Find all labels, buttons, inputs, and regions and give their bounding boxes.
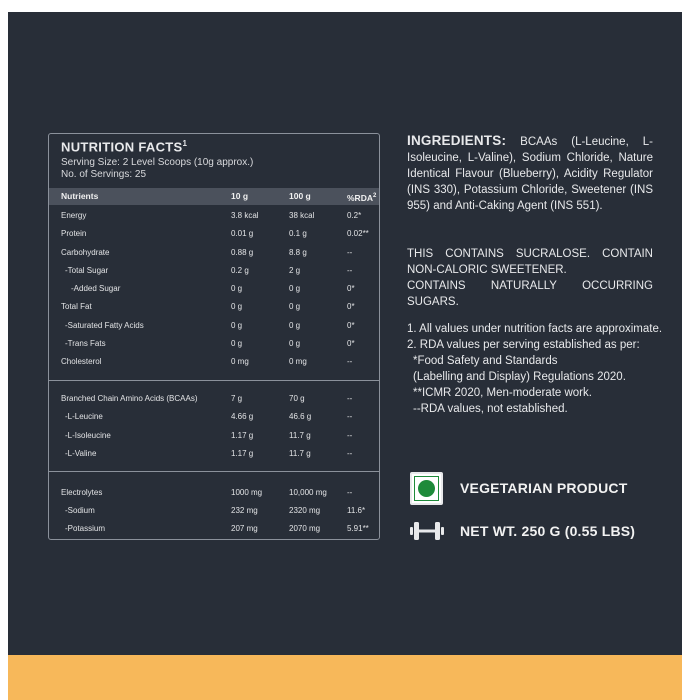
table-row: [49, 390, 379, 407]
table-row: [49, 317, 379, 334]
nutrient-name: -L-Isoleucine: [65, 431, 111, 440]
table-row: [49, 280, 379, 297]
value-100g: 10,000 mg: [289, 488, 327, 497]
nutrient-name: Carbohydrate: [61, 248, 110, 257]
vegetarian-label: VEGETARIAN PRODUCT: [460, 480, 628, 496]
value-10g: 0 g: [231, 284, 243, 293]
nutrient-name: -Potassium: [65, 524, 106, 533]
value-100g: 2 g: [289, 266, 301, 275]
value-10g: 207 mg: [231, 524, 258, 533]
value-rda: 0*: [347, 339, 355, 348]
value-10g: 1000 mg: [231, 488, 263, 497]
table-row: [49, 408, 379, 425]
value-10g: 0 g: [231, 302, 243, 311]
header-10g: 10 g: [231, 191, 249, 201]
table-row: [49, 353, 379, 370]
ingredients-label: INGREDIENTS:: [407, 133, 507, 148]
table-row: [49, 298, 379, 315]
value-100g: 0 mg: [289, 357, 307, 366]
table-header: [49, 188, 379, 205]
value-rda: --: [347, 488, 353, 497]
serving-size: Serving Size: 2 Level Scoops (10g approx.): [61, 157, 254, 168]
value-100g: 0.1 g: [289, 229, 307, 238]
table-row: [49, 445, 379, 462]
value-10g: 1.17 g: [231, 431, 254, 440]
header-rda-sup: 2: [372, 193, 377, 199]
note-2: 2. RDA values per serving established as per:: [407, 339, 640, 351]
footnotes: [407, 321, 669, 417]
value-rda: --: [347, 357, 353, 366]
value-100g: 38 kcal: [289, 211, 315, 220]
note-1: 1. All values under nutrition facts are approximate.: [407, 323, 663, 335]
value-100g: 0 g: [289, 321, 301, 330]
value-10g: 0.01 g: [231, 229, 254, 238]
note-2c: **ICMR 2020, Men-moderate work.: [413, 387, 592, 399]
value-10g: 0 g: [231, 339, 243, 348]
value-10g: 7 g: [231, 394, 243, 403]
veg-mark-icon: [410, 472, 443, 505]
value-100g: 8.8 g: [289, 248, 307, 257]
value-rda: --: [347, 248, 353, 257]
nutrient-name: -Sodium: [65, 506, 95, 515]
value-rda: 0.02**: [347, 229, 369, 238]
nutrient-name: -Saturated Fatty Acids: [65, 321, 144, 330]
warning-line-2: CONTAINS NATURALLY OCCURRING SUGARS.: [407, 280, 653, 308]
servings-count: No. of Servings: 25: [61, 169, 147, 180]
ingredients-block: [407, 133, 653, 214]
value-100g: 2070 mg: [289, 524, 321, 533]
nutrient-name: -L-Valine: [65, 449, 97, 458]
table-row: [49, 225, 379, 242]
value-100g: 11.7 g: [289, 449, 311, 458]
nutrient-name: -Total Sugar: [65, 266, 109, 275]
value-100g: 70 g: [289, 394, 305, 403]
value-10g: 0 mg: [231, 357, 249, 366]
header-nutrients: Nutrients: [61, 191, 99, 201]
nutrition-facts-table: [48, 133, 380, 540]
nutrient-name: Energy: [61, 211, 87, 220]
note-2b: (Labelling and Display) Regulations 2020.: [413, 371, 626, 383]
value-100g: 2320 mg: [289, 506, 321, 515]
value-rda: --: [347, 449, 353, 458]
value-10g: 232 mg: [231, 506, 258, 515]
value-100g: 46.6 g: [289, 412, 312, 421]
header-rda-text: %RDA: [347, 192, 373, 203]
value-100g: 0 g: [289, 284, 301, 293]
nutrient-name: Cholesterol: [61, 357, 102, 366]
value-rda: 0.2*: [347, 211, 362, 220]
nutrient-name: Protein: [61, 229, 87, 238]
nutrient-name: -Trans Fats: [65, 339, 106, 348]
table-row: [49, 520, 379, 537]
value-rda: 0*: [347, 321, 355, 330]
section-divider: [49, 471, 379, 472]
table-row: [49, 502, 379, 519]
value-rda: 0*: [347, 302, 355, 311]
header-rda: [347, 188, 376, 207]
value-100g: 0 g: [289, 302, 301, 311]
nutrient-name: -L-Leucine: [65, 412, 103, 421]
table-row: [49, 427, 379, 444]
value-10g: 0.2 g: [231, 266, 249, 275]
table-row: [49, 484, 379, 501]
bottom-stripe: [8, 655, 682, 700]
note-2a: *Food Safety and Standards: [413, 355, 558, 367]
value-rda: --: [347, 266, 353, 275]
value-rda: --: [347, 394, 353, 403]
sweetener-warning: [407, 246, 653, 310]
value-rda: 11.6*: [347, 506, 366, 515]
ingredients-text: BCAAs (L-Leucine, L-Isoleucine, L-Valine), Sodium Chloride, Nature Identical Flavour (Blueberry), Acidity Regulator (INS 330), Potassium Chloride, Sweetener (INS 955) and Anti-Caking Agent (INS 551).: [407, 136, 654, 212]
dumbbell-icon: [410, 520, 444, 542]
nutrient-name: Total Fat: [61, 302, 92, 311]
value-10g: 0.88 g: [231, 248, 254, 257]
value-100g: 0 g: [289, 339, 301, 348]
value-rda: 0*: [347, 284, 355, 293]
value-10g: 4.66 g: [231, 412, 254, 421]
nutrient-name: Electrolytes: [61, 488, 103, 497]
value-rda: --: [347, 412, 353, 421]
nutrition-title-sup: 1: [182, 139, 188, 148]
value-10g: 0 g: [231, 321, 243, 330]
warning-line-1: THIS CONTAINS SUCRALOSE. CONTAIN NON-CALORIC SWEETENER.: [407, 248, 653, 276]
net-weight-label: NET WT. 250 G (0.55 LBS): [460, 523, 636, 539]
table-row: [49, 244, 379, 261]
value-100g: 11.7 g: [289, 431, 311, 440]
header-100g: 100 g: [289, 191, 311, 201]
nutrient-name: -Added Sugar: [71, 284, 121, 293]
value-rda: 5.91**: [347, 524, 369, 533]
table-row: [49, 335, 379, 352]
value-10g: 1.17 g: [231, 449, 254, 458]
nutrition-title-text: NUTRITION FACTS: [61, 139, 183, 155]
note-2d: --RDA values, not established.: [413, 403, 568, 415]
nutrient-name: Branched Chain Amino Acids (BCAAs): [61, 394, 198, 403]
table-row: [49, 207, 379, 224]
nutrition-title: [61, 139, 187, 154]
section-divider: [49, 380, 379, 381]
value-10g: 3.8 kcal: [231, 211, 259, 220]
table-row: [49, 262, 379, 279]
value-rda: --: [347, 431, 353, 440]
